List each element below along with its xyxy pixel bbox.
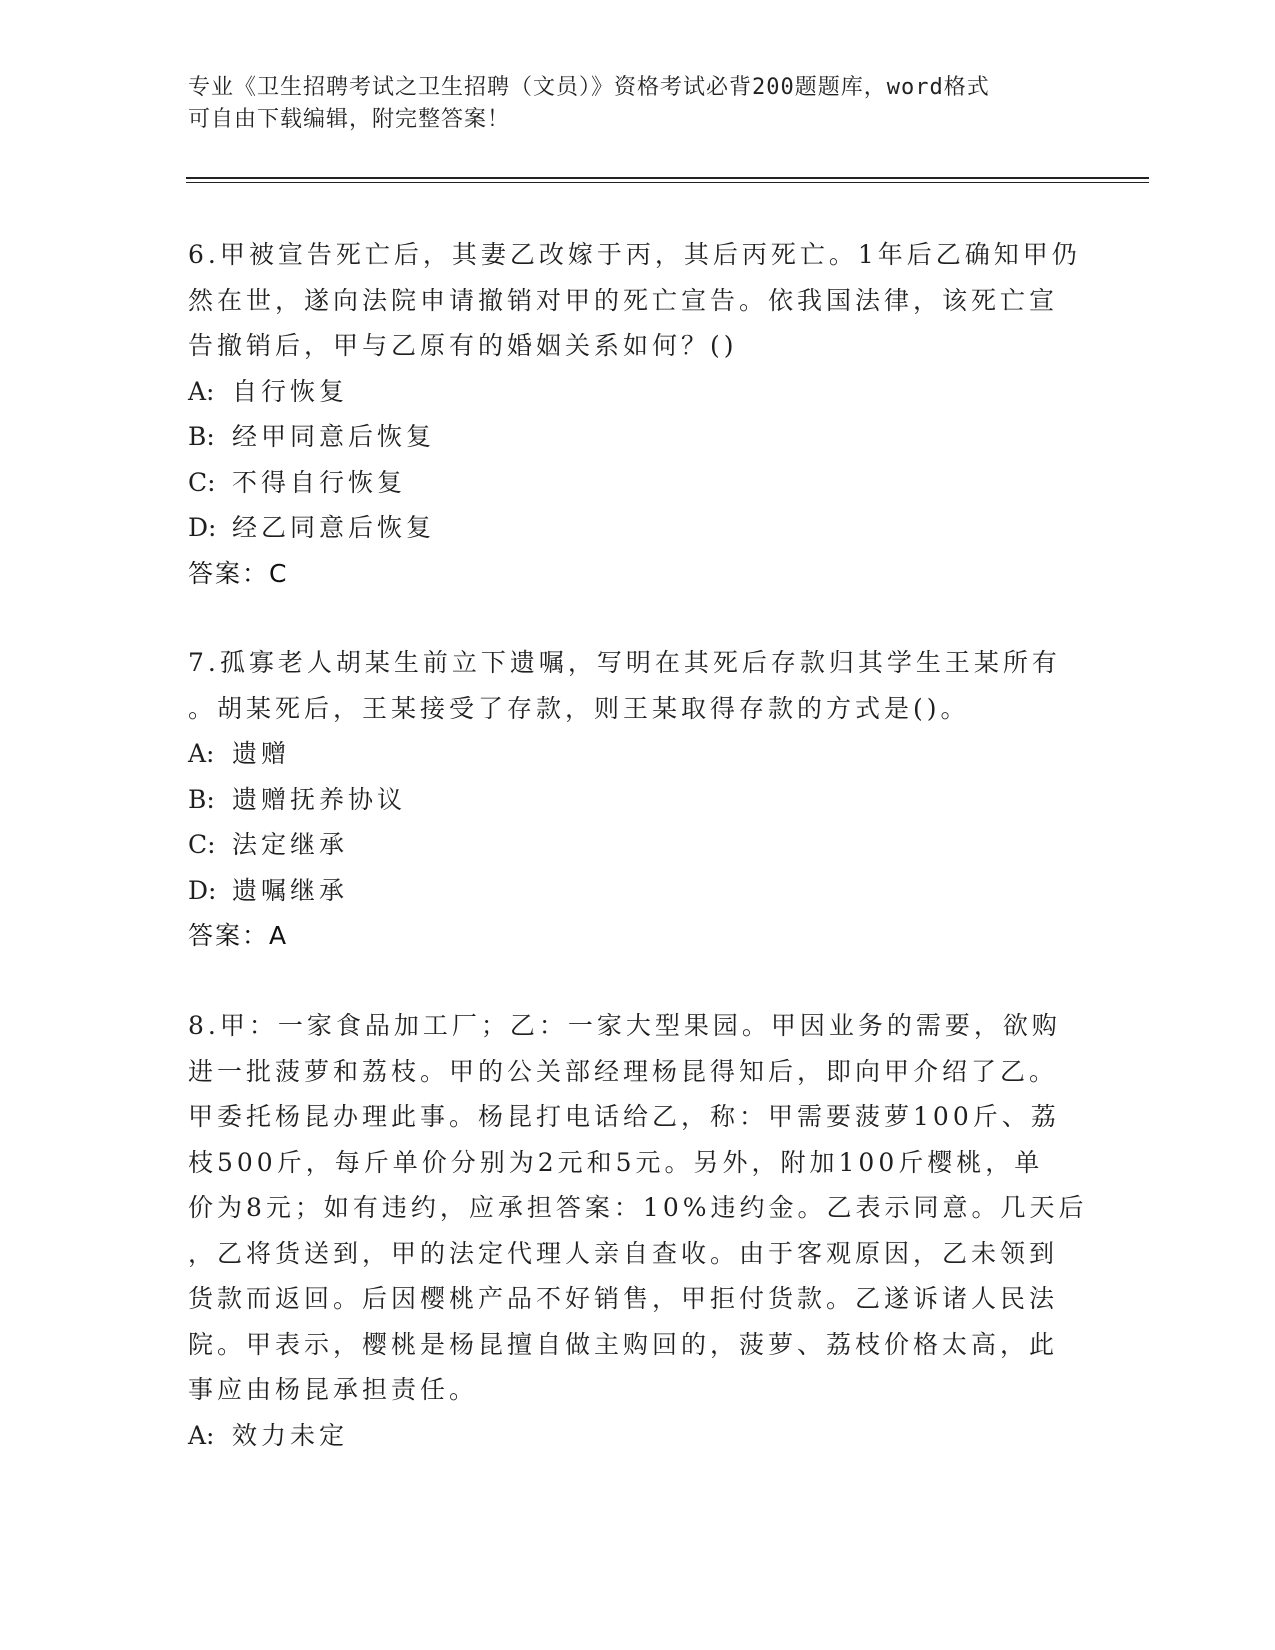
option-key: A:	[188, 376, 215, 406]
option-a	[188, 731, 1068, 777]
option-text: 遗赠	[232, 739, 291, 768]
option-a	[188, 369, 1068, 415]
question-line: 枝500斤，每斤单价分别为2元和5元。另外，附加100斤樱桃，单	[188, 1147, 1044, 1177]
header-divider-thin	[186, 182, 1149, 183]
option-text: 自行恢复	[232, 376, 349, 406]
question-line: 院。甲表示，樱桃是杨昆擅自做主购回的，菠萝、荔枝价格太高，此	[188, 1329, 1059, 1359]
question-line: 进一批菠萝和荔枝。甲的公关部经理杨昆得知后，即向甲介绍了乙。	[188, 1056, 1059, 1086]
question-text	[188, 640, 1068, 731]
option-d	[188, 868, 1068, 914]
question-8	[188, 1003, 1088, 1458]
option-key: B:	[188, 422, 215, 451]
option-key: C:	[188, 467, 216, 497]
header-divider	[186, 177, 1149, 179]
option-text: 经甲同意后恢复	[232, 422, 436, 451]
question-line: 货款而返回。后因樱桃产品不好销售，甲拒付货款。乙遂诉诸人民法	[188, 1284, 1059, 1313]
option-text: 遗赠抚养协议	[232, 784, 407, 814]
header-title-line-2: 可自由下载编辑，附完整答案！	[188, 107, 511, 132]
question-7	[188, 640, 1068, 959]
option-text: 效力未定	[232, 1420, 349, 1450]
question-line: 然在世，遂向法院申请撤销对甲的死亡宣告。依我国法律，该死亡宣	[188, 285, 1059, 315]
question-line: 7.孤寡老人胡某生前立下遗嘱，写明在其死后存款归其学生王某所有	[188, 648, 1061, 677]
question-line: 事应由杨昆承担责任。	[188, 1375, 479, 1404]
option-text: 法定继承	[232, 830, 349, 859]
question-6	[188, 232, 1081, 596]
option-key: B:	[188, 784, 215, 814]
question-text	[188, 232, 1081, 369]
header-title-line-1: 专业《卫生招聘考试之卫生招聘（文员）》资格考试必背200题题库，word格式	[188, 75, 990, 100]
question-line: 价为8元；如有违约，应承担答案：10%违约金。乙表示同意。几天后	[188, 1193, 1088, 1222]
option-key: D:	[188, 875, 217, 905]
question-line: 8.甲：一家食品加工厂；乙：一家大型果园。甲因业务的需要，欲购	[188, 1011, 1061, 1040]
option-key: C:	[188, 830, 216, 859]
option-b	[188, 777, 1068, 823]
option-text: 经乙同意后恢复	[232, 513, 436, 542]
option-text: 遗嘱继承	[232, 875, 349, 905]
option-a	[188, 1413, 1068, 1459]
option-key: A:	[188, 1420, 215, 1450]
option-key: A:	[188, 739, 215, 768]
question-line: 告撤销后，甲与乙原有的婚姻关系如何？()	[188, 331, 738, 360]
option-d	[188, 505, 1068, 551]
question-text	[188, 1003, 1088, 1413]
question-line: 。胡某死后，王某接受了存款，则王某取得存款的方式是()。	[188, 693, 970, 723]
option-c	[188, 822, 1068, 868]
question-line: ，乙将货送到，甲的法定代理人亲自查收。由于客观原因，乙未领到	[188, 1238, 1059, 1268]
document-header	[188, 72, 1068, 136]
question-line: 6.甲被宣告死亡后，其妻乙改嫁于丙，其后丙死亡。1年后乙确知甲仍	[188, 240, 1081, 269]
answer-line: 答案：A	[188, 921, 289, 950]
question-line: 甲委托杨昆办理此事。杨昆打电话给乙，称：甲需要菠萝100斤、荔	[188, 1102, 1060, 1131]
answer-line: 答案：C	[188, 558, 289, 588]
option-key: D:	[188, 513, 217, 542]
option-b	[188, 414, 1068, 460]
option-c	[188, 460, 1068, 506]
option-text: 不得自行恢复	[232, 467, 407, 497]
